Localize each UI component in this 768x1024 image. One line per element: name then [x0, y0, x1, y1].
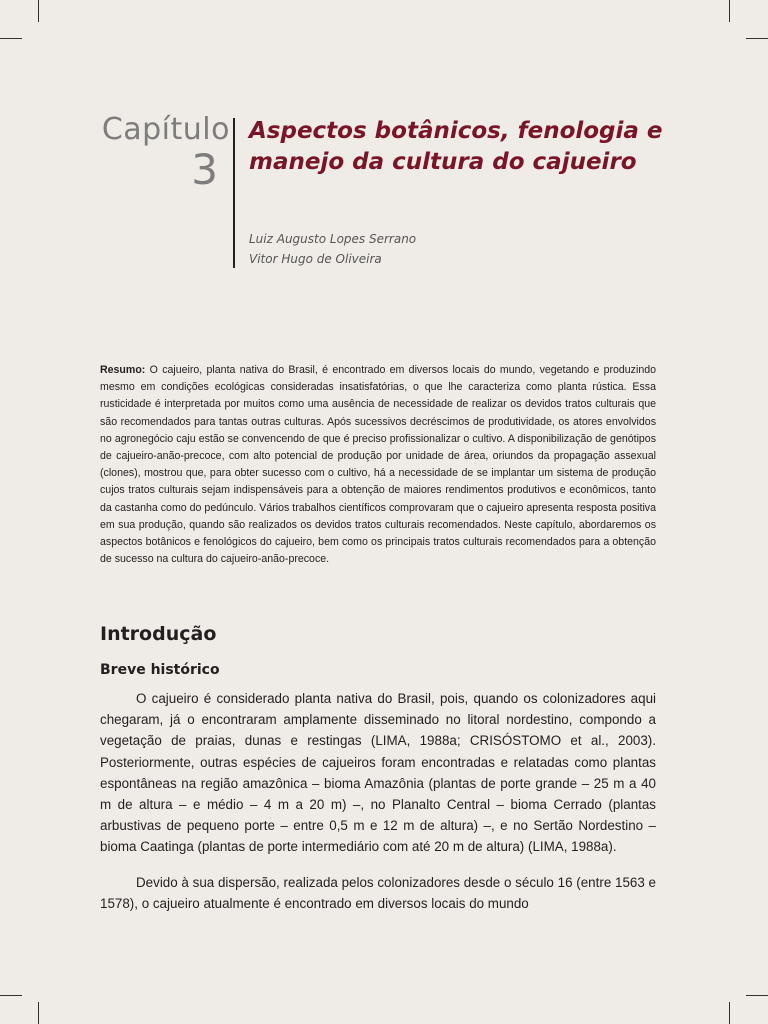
abstract-label: Resumo: — [100, 364, 146, 376]
chapter-label-block — [100, 112, 230, 192]
chapter-label: Capítulo — [101, 112, 230, 147]
crop-mark-top-right-v — [729, 0, 730, 22]
author-name: Vitor Hugo de Oliveira — [249, 252, 382, 266]
abstract-text: O cajueiro, planta nativa do Brasil, é encontrado em diversos locais do mundo, vegetando e produzindo mesmo em condições ecológicas consideradas insatisfatórias, o que lhe caracteriza como planta rústica. Essa rusticidade é interpretada por muitos como uma ausência de necessidade de realizar os devidos tratos culturais que são recomendados para tantas outras culturas. Após sucessivos decréscimos de produtividade, os atores envolvidos no agronegócio caju estão se convencendo de que é preciso profissionalizar o cultivo. A disponibilização de genótipos de cajueiro-anão-precoce, com alto potencial de produção por unidade de área, oriundos da propagação assexual (clones), mostrou que, para obter sucesso com o cultivo, há a necessidade de se implantar um sistema de produção cujos tratos culturais sejam indispensáveis para a obtenção de maiores rendimentos produtivos e econômicos, tanto da castanha como do pedúnculo. Vários trabalhos científicos comprovaram que o cajueiro apresenta resposta positiva em sua produção, quando são realizados os devidos tratos culturais recomendados. Neste capítulo, abordaremos os aspectos botânicos e fenológicos do cajueiro, bem como os principais tratos culturais recomendados para a obtenção de sucesso na cultura do cajueiro-anão-precoce. — [100, 364, 656, 566]
chapter-number: 3 — [191, 145, 218, 194]
chapter-title: Aspectos botânicos, fenologia e manejo da cultura do cajueiro — [249, 118, 663, 175]
crop-mark-top-left-h — [0, 38, 22, 39]
subsection-heading: Breve histórico — [100, 662, 220, 678]
crop-mark-bottom-left-h — [0, 995, 22, 996]
crop-mark-bottom-right-v — [729, 1002, 730, 1024]
crop-mark-bottom-left-v — [38, 1002, 39, 1024]
chapter-divider — [233, 118, 235, 268]
abstract — [100, 362, 656, 568]
chapter-authors — [249, 229, 416, 269]
crop-mark-bottom-right-h — [746, 995, 768, 996]
crop-mark-top-right-h — [746, 38, 768, 39]
section-heading: Introdução — [100, 623, 217, 645]
body-paragraph: O cajueiro é considerado planta nativa do Brasil, pois, quando os colonizadores aqui chegaram, já o encontraram amplamente disseminado no litoral nordestino, compondo a vegetação de praias, dunas e restingas (LIMA, 1988a; CRISÓSTOMO et al., 2003). Posteriormente, outras espécies de cajueiros foram encontradas e relatadas como plantas espontâneas na região amazônica – bioma Amazônia (plantas de porte grande – 25 m a 40 m de altura – e médio – 4 m a 20 m) –, no Planalto Central – bioma Cerrado (plantas arbustivas de pequeno porte – entre 0,5 m e 12 m de altura) –, e no Sertão Nordestino – bioma Caatinga (plantas de porte intermediário com até 20 m de altura) (LIMA, 1988a). — [100, 691, 656, 855]
crop-mark-top-left-v — [38, 0, 39, 22]
author-name: Luiz Augusto Lopes Serrano — [249, 232, 417, 246]
body-paragraph: Devido à sua dispersão, realizada pelos colonizadores desde o século 16 (entre 1563 e 1578), o cajueiro atualmente é encontrado em diversos locais do mundo — [100, 875, 656, 912]
